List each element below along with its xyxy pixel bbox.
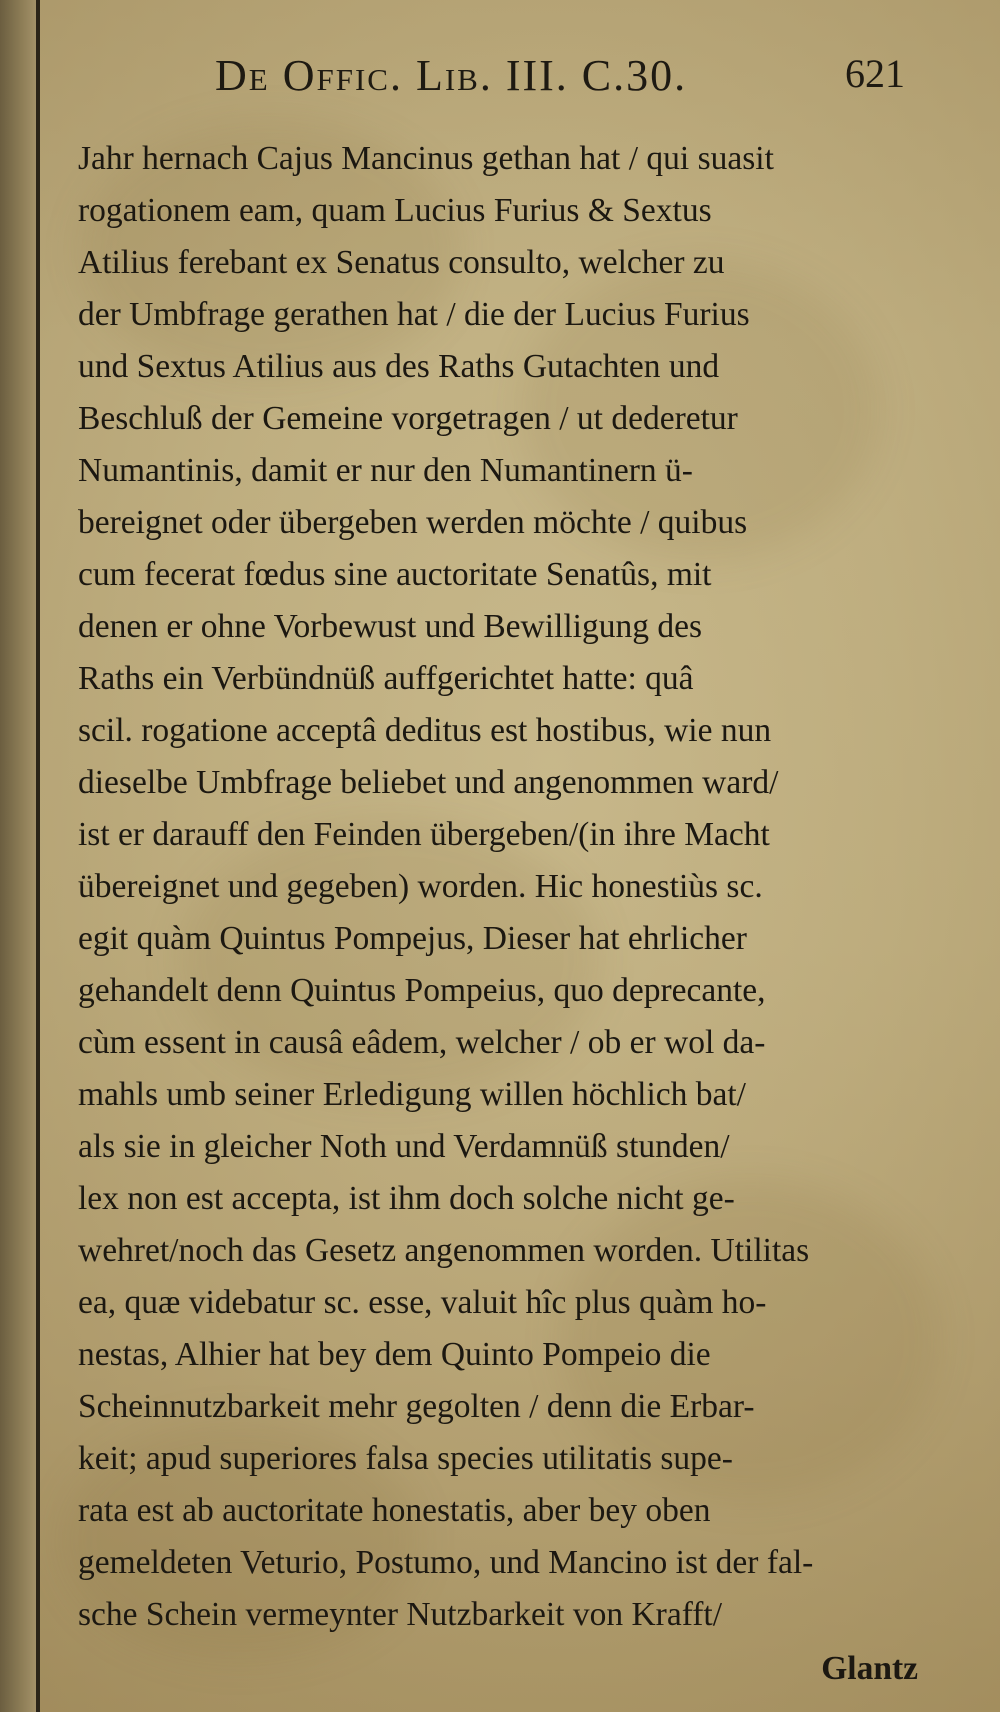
text-line: rogationem eam, quam Lucius Furius & Sextus — [78, 192, 712, 229]
text-line: der Umbfrage gerathen hat / die der Lucius Furius — [78, 296, 750, 333]
text-line: ist er darauff den Feinden übergeben/(in ihre Macht — [78, 816, 770, 853]
running-title: De Offic. Lib. III. C.30. — [215, 51, 688, 100]
text-line: Scheinnutzbarkeit mehr gegolten / denn die Erbar- — [78, 1388, 755, 1425]
text-line: rata est ab auctoritate honestatis, aber bey oben — [78, 1492, 711, 1529]
text-line: ea, quæ videbatur sc. esse, valuit hîc plus quàm ho- — [78, 1284, 767, 1321]
text-line: wehret/noch das Gesetz angenommen worden. Utilitas — [78, 1232, 810, 1269]
text-line: und Sextus Atilius aus des Raths Gutachten und — [78, 348, 720, 385]
text-line: nestas, Alhier hat bey dem Quinto Pompeio die — [78, 1336, 711, 1373]
text-line: Jahr hernach Cajus Mancinus gethan hat / qui suasit — [78, 140, 774, 177]
catchword: Glantz — [821, 1650, 918, 1687]
text-line: egit quàm Quintus Pompejus, Dieser hat ehrlicher — [78, 920, 747, 957]
text-line: mahls umb seiner Erledigung willen höchlich bat/ — [78, 1076, 746, 1113]
text-line: lex non est accepta, ist ihm doch solche nicht ge- — [78, 1180, 735, 1217]
text-line: cum fecerat fœdus sine auctoritate Senatûs, mit — [78, 556, 712, 593]
text-line: gemeldeten Veturio, Postumo, und Mancino ist der fal- — [78, 1544, 814, 1581]
page-number: 621 — [845, 51, 905, 96]
text-line: denen er ohne Vorbewust und Bewilligung des — [78, 608, 703, 645]
text-line: sche Schein vermeynter Nutzbarkeit von Krafft/ — [78, 1596, 723, 1633]
text-line: als sie in gleicher Noth und Verdamnüß stunden/ — [78, 1128, 730, 1165]
binding-shadow — [0, 0, 36, 1712]
text-line: cùm essent in causâ eâdem, welcher / ob er wol da- — [78, 1024, 766, 1061]
text-line: scil. rogatione acceptâ deditus est hostibus, wie nun — [78, 712, 772, 749]
page-gutter-rule — [36, 0, 40, 1712]
text-line: übereignet und gegeben) worden. Hic honestiùs sc. — [78, 868, 763, 905]
text-block — [78, 132, 918, 1692]
text-line: keit; apud superiores falsa species utilitatis supe- — [78, 1440, 733, 1477]
text-line: Raths ein Verbündnüß auffgerichtet hatte: quâ — [78, 660, 694, 697]
text-line: Atilius ferebant ex Senatus consulto, welcher zu — [78, 244, 725, 281]
text-line: Beschluß der Gemeine vorgetragen / ut dederetur — [78, 400, 738, 437]
text-line: bereignet oder übergeben werden möchte / quibus — [78, 504, 748, 541]
text-line: gehandelt denn Quintus Pompeius, quo deprecante, — [78, 972, 766, 1009]
text-line: dieselbe Umbfrage beliebet und angenommen ward/ — [78, 764, 779, 801]
text-line: Numantinis, damit er nur den Numantinern ü- — [78, 452, 693, 489]
running-header — [215, 50, 915, 110]
